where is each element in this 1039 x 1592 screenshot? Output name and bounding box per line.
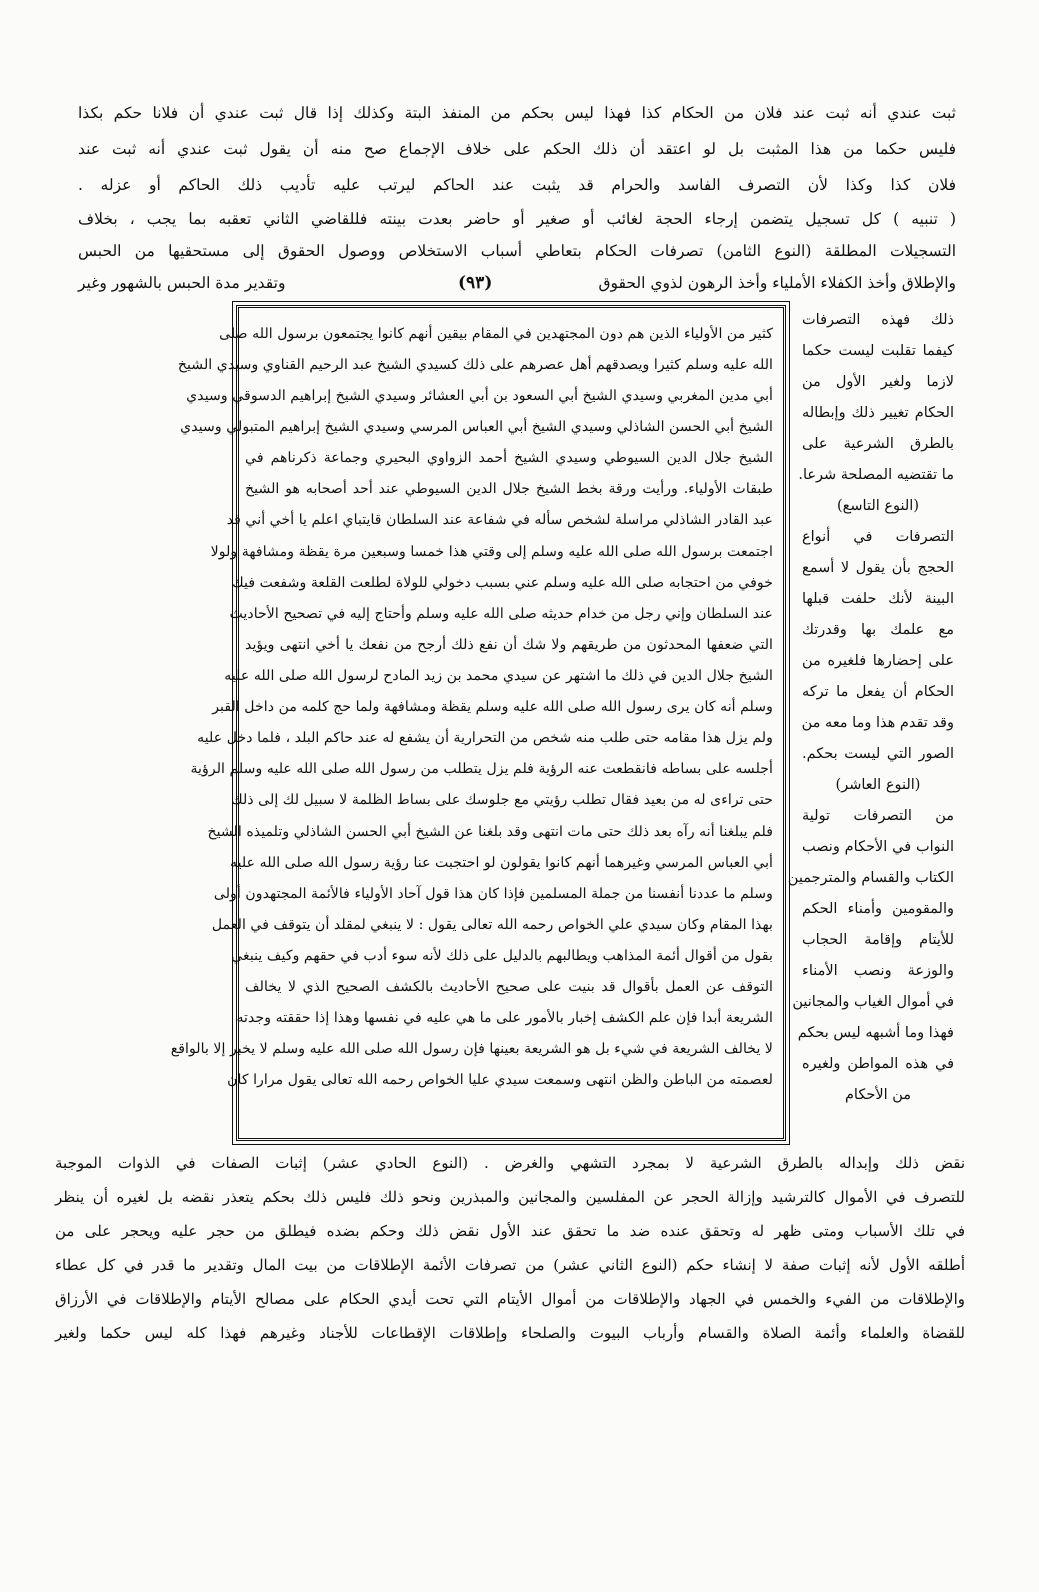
column-line: الحكام أن يفعل ما تركه bbox=[802, 684, 954, 700]
commentary-line: طبقات الأولياء. ورأيت ورقة بخط الشيخ جلال الدين السيوطي عند أحد أصحابه هو الشيخ bbox=[245, 481, 773, 497]
page-header-row bbox=[78, 268, 956, 298]
text-line: التسجيلات المطلقة (النوع الثامن) تصرفات الحكام بتعاطي أسباب الاستخلاص ووصول الحقوق إلى مستحقيها من الحبس bbox=[78, 242, 956, 260]
page-number: (٩٣) bbox=[458, 273, 493, 293]
column-line: فهذا وما أشبهه ليس بحكم bbox=[797, 1025, 954, 1041]
column-line: الصور التي ليست بحكم. bbox=[802, 746, 954, 762]
commentary-line: وسلم أنه كان يرى رسول الله صلى الله عليه وسلم يقظة ومشافهة ولما حج كلمه من داخل القبر bbox=[212, 699, 773, 715]
commentary-line: التوقف عن العمل بأقوال قد بنيت على صحيح الأحاديث بالكشف الصحيح الذي لا يخالف bbox=[245, 979, 773, 995]
column-line: من التصرفات تولية bbox=[802, 808, 954, 824]
commentary-line: كثير من الأولياء الذين هم دون المجتهدين في المقام بيقين أنهم كانوا يجتمعون برسول الله صلى bbox=[219, 326, 773, 342]
column-line: البينة لأنك حلفت قبلها bbox=[802, 591, 954, 607]
section-heading: (النوع العاشر) bbox=[835, 777, 921, 793]
commentary-line: الشيخ أبي الحسن الشاذلي وسيدي الشيخ أبي العباس المرسي وسيدي الشيخ إبراهيم المتبولي وسيدي bbox=[180, 419, 773, 435]
text-line: في تلك الأسباب ومتى ظهر له وتحقق عنده ضد ما تحقق عند الأول نقض ذلك وحكم بضده فيطلق من حجر عليه ويحجر على من bbox=[55, 1222, 965, 1240]
text-line: للقضاة والعلماء وأئمة الصلاة والقسام وأرباب البيوت والصلحاء وإطلاقات الإقطاعات للأجناد وغيرهم فهذا كله ليس حكما ولغير bbox=[55, 1324, 965, 1342]
commentary-line: بهذا المقام وكان سيدي علي الخواص رحمه الله تعالى يقول : لا ينبغي لمقلد أن يتوقف في العمل bbox=[211, 917, 773, 933]
column-line: ذلك فهذه التصرفات bbox=[802, 312, 954, 328]
main-text-column bbox=[787, 305, 954, 1141]
text-line: للتصرف في الأموال كالترشيد وإزالة الحجر عن المفلسين والمجانين والمبذرين ونحو ذلك فليس ذلك بحكم يتعذر نقضه بل لغيره أن ينظر bbox=[55, 1188, 965, 1206]
commentary-line: عند السلطان وإني رجل من خدام حديثه صلى الله عليه وسلم وأحتاج إليه في تصحيح الأحاديث bbox=[229, 606, 773, 622]
commentary-line: الله عليه وسلم كثيرا ويصدقهم أهل عصرهم على ذلك كسيدي الشيخ عبد الرحيم القناوي وسيدي الشيخ bbox=[177, 357, 773, 373]
section-heading: (النوع التاسع) bbox=[837, 498, 919, 514]
column-line: بالطرق الشرعية على bbox=[802, 436, 954, 452]
commentary-line: الشيخ جلال الدين في ذلك ما اشتهر عن سيدي محمد بن زيد المادح لرسول الله صلى الله عليه bbox=[224, 668, 773, 684]
commentary-line: عبد القادر الشاذلي مراسلة لشخص سأله في شفاعة عند السلطان قايتباي اعلم يا أخي أني قد bbox=[226, 512, 773, 528]
header-text-left: وتقدير مدة الحبس بالشهور وغير bbox=[78, 274, 286, 292]
commentary-line: التي ضعفها المحدثون من طريقهم ولا شك أن نفع ذلك أرجح من نفعك يا أخي انتهى ويؤيد bbox=[245, 637, 773, 653]
commentary-line: وسلم ما عددنا أنفسنا من جملة المسلمين فإذا كان هذا قول آحاد الأولياء فالأئمة المجتهدون أولى bbox=[213, 886, 773, 902]
commentary-line: أبي العباس المرسي وغيرهما أنهم كانوا يقولون لو احتجبت عنا رؤية رسول الله صلى الله عليه bbox=[230, 855, 773, 871]
column-line: النواب في الأحكام ونصب bbox=[802, 839, 954, 855]
column-line: وقد تقدم هذا وما معه من bbox=[801, 715, 954, 731]
column-line: التصرفات في أنواع bbox=[802, 529, 954, 545]
column-line: والمقومين وأمناء الحكم bbox=[802, 901, 954, 917]
commentary-line: أبي مدين المغربي وسيدي الشيخ أبي السعود بن أبي العشائر وسيدي الشيخ إبراهيم الدسوقي وسيدي bbox=[186, 388, 773, 404]
commentary-line: ولم يزل هذا مقامه حتى طلب منه شخص من التحرارية أن يشفع له عند حاكم البلد ، فلما دخل عليه bbox=[197, 730, 773, 746]
text-line: ( تنبيه ) كل تسجيل يتضمن إرجاء الحجة لغائب أو صغير أو حاضر بعدت بينته فللقاضي الثاني تعقبه بما يجب ، بخلاف bbox=[78, 210, 956, 228]
column-line: في أموال الغياب والمجانين bbox=[792, 994, 954, 1010]
column-line: لازما ولغير الأول من bbox=[802, 374, 954, 390]
text-line: أطلقه الأول لأنه إثبات صفة لا إنشاء حكم (النوع الثاني عشر) من تصرفات الأئمة الإطلاقات من بيت المال وتقدير ما قدر في كل عطاء bbox=[55, 1256, 965, 1274]
commentary-line: خوفي من احتجابه صلى الله عليه وسلم عني بسبب دخولي للولاة لطلعت القلعة وشفعت فيك bbox=[232, 575, 773, 591]
commentary-line: أجلسه على بساطه فانقطعت عنه الرؤية فلم يزل يتطلب من رسول الله صلى الله عليه وسلم الرؤية bbox=[190, 761, 773, 777]
column-line: للأيتام وإقامة الحجاب bbox=[802, 932, 954, 948]
column-line: في هذه المواطن ولغيره bbox=[802, 1056, 954, 1072]
column-line: ما تقتضيه المصلحة شرعا. bbox=[798, 467, 954, 483]
text-line: ثبت عندي أنه ثبت عند فلان من الحكام كذا فهذا ليس بحكم من المنفذ البتة وكذلك إذا قال ثبت عندي أن فلانا حكم بكذا bbox=[78, 104, 956, 122]
column-line: الحجج بأن يقول لا أسمع bbox=[802, 560, 954, 576]
column-line: كيفما تقلبت ليست حكما bbox=[802, 343, 954, 359]
header-text-right: والإطلاق وأخذ الكفلاء الأملياء وأخذ الرهون لذوي الحقوق bbox=[598, 274, 956, 292]
commentary-line: لا يخالف الشريعة في شيء بل هو الشريعة بعينها فإن رسول الله صلى الله عليه وسلم لا يخبر إلا بالواقع bbox=[170, 1041, 773, 1057]
column-line: الحكام تغيير ذلك وإبطاله bbox=[802, 405, 954, 421]
column-line: من الأحكام bbox=[844, 1087, 912, 1103]
column-line: والوزعة ونصب الأمناء bbox=[802, 963, 954, 979]
margin-commentary-box bbox=[170, 305, 786, 1141]
text-line: نقض ذلك وإبداله بالطرق الشرعية لا بمجرد التشهي والغرض . (النوع الحادي عشر) إثبات الصفات في الذوات الموجبة bbox=[55, 1154, 965, 1172]
column-line: على إحضارها فلغيره من bbox=[802, 653, 954, 669]
commentary-line: فلم يبلغنا أنه رآه بعد ذلك حتى مات انتهى وقد بلغنا عن الشيخ أبي الحسن الشاذلي وتلميذه الشيخ bbox=[207, 824, 773, 840]
commentary-line: اجتمعت برسول الله صلى الله عليه وسلم إلى وقتي هذا خمسا وسبعين مرة يقظة ومشافهة ولولا bbox=[210, 544, 773, 560]
commentary-line: لعصمته من الباطن والظن انتهى وسمعت سيدي عليا الخواص رحمه الله تعالى يقول مرارا كان bbox=[227, 1072, 773, 1088]
commentary-line: الشيخ جلال الدين السيوطي وسيدي الشيخ أحمد الزواوي البحيري وجماعة ذكرناهم في bbox=[245, 450, 773, 466]
commentary-line: الشريعة أبدا فإن علم الكشف إخبار بالأمور على ما هي عليه في نفسها وهذا إذا حققته وجدته bbox=[236, 1010, 773, 1026]
text-line: فليس حكما من هذا المثبت بل لو اعتقد أن ذلك الحكم على خلاف الإجماع صح منه أن يقول ثبت عندي أنه ثبت عند bbox=[78, 140, 956, 158]
commentary-line: بقول من أقوال أئمة المذاهب ويطالبهم بالدليل على ذلك لأنه سوء أدب في حقهم وكيف ينبغي bbox=[231, 948, 773, 964]
commentary-line: حتى تراءى له من بعيد فقال تطلب رؤيتي مع جلوسك على بساط الظلمة لا سبيل لك إلى ذلك bbox=[231, 792, 773, 808]
column-line: الكتاب والقسام والمترجمين bbox=[787, 870, 954, 886]
text-line: فلان كذا وكذا لأن التصرف الفاسد والحرام قد يثبت عند الحاكم ليرتب عليه تأديب ذلك الحاكم أو عزله . bbox=[78, 176, 956, 194]
column-line: مع علمك بها وقدرتك bbox=[802, 622, 954, 638]
text-line: والإطلاقات من الفيء والخمس في الجهاد والإطلاقات من أموال الأيتام التي تحت أيدي الحكام على مصالح الأيتام والإطلاقات في الأرزاق bbox=[55, 1290, 965, 1308]
